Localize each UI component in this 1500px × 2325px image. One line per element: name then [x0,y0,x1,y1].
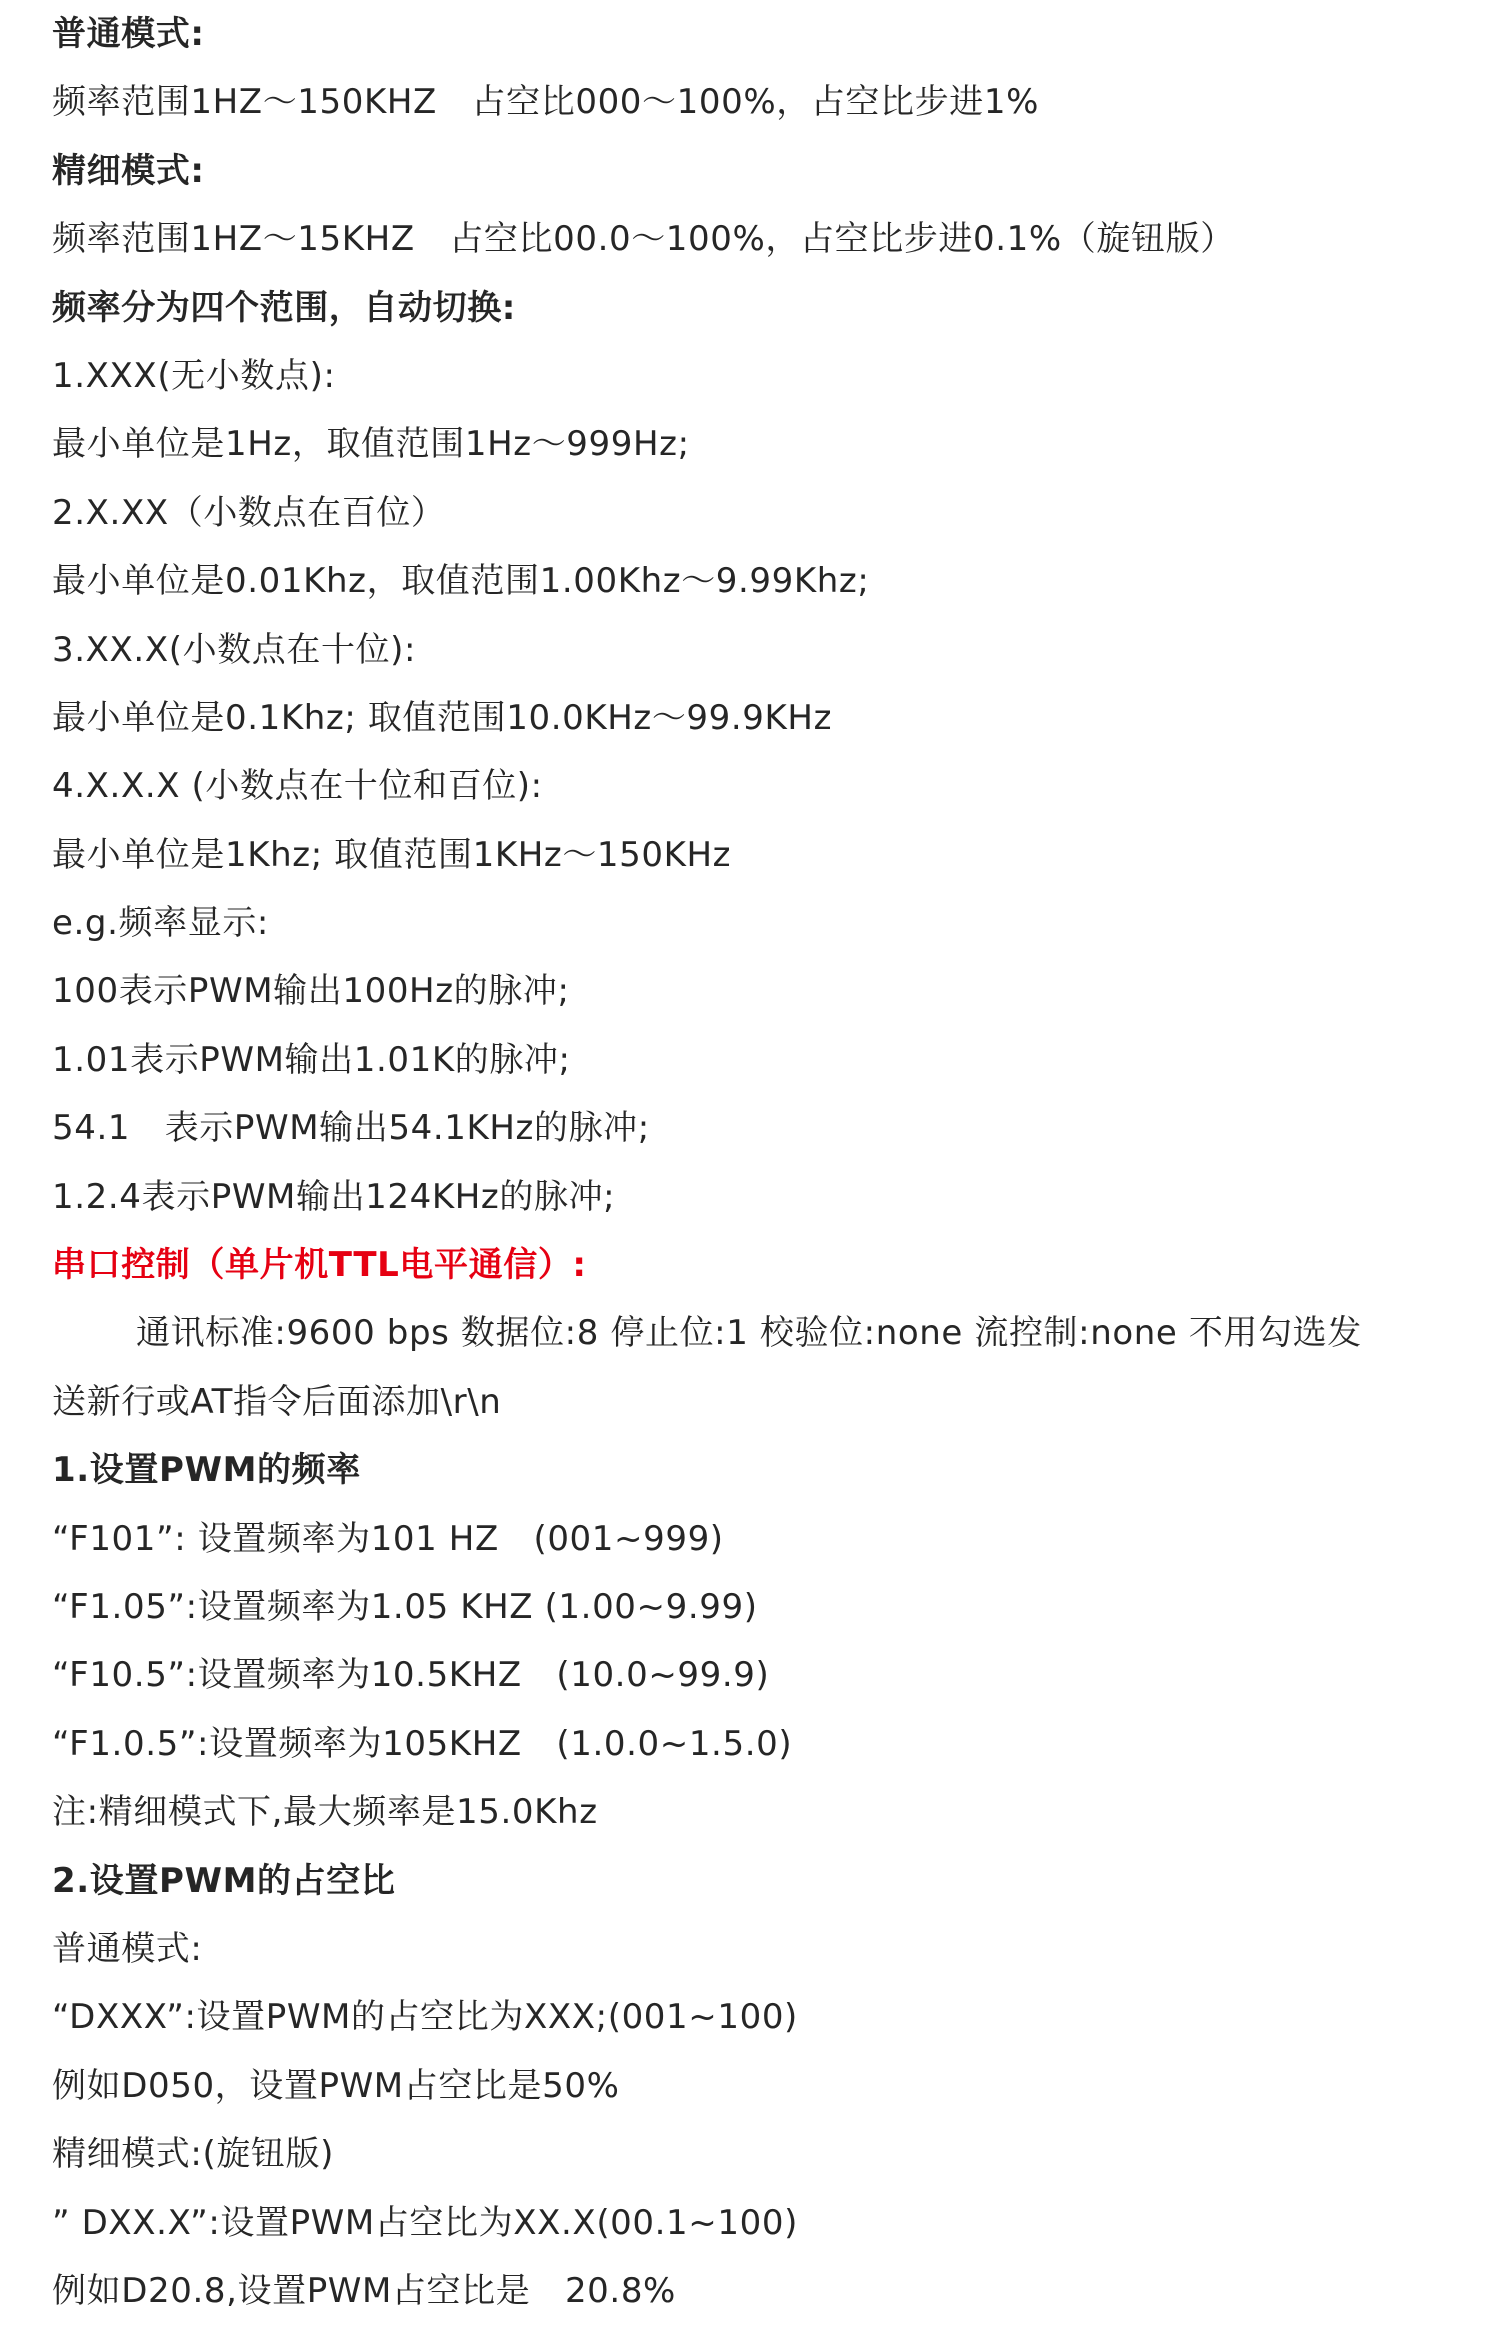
example-line-1: 100表示PWM输出100Hz的脉冲; [52,971,570,1012]
cmd-f1-05: “F1.05”:设置频率为1.05 KHZ (1.00~9.99) [52,1586,758,1627]
example-line-3: 54.1 表示PWM输出54.1KHz的脉冲; [52,1108,650,1149]
example-line-4: 1.2.4表示PWM输出124KHz的脉冲; [52,1176,616,1217]
duty-example-normal: 例如D050，设置PWM占空比是50% [52,2065,620,2106]
heading-set-frequency: 1.设置PWM的频率 [52,1450,361,1491]
range-1-title: 1.XXX(无小数点): [52,355,336,396]
heading-fine-mode: 精细模式: [52,150,205,191]
range-1-desc: 最小单位是1Hz，取值范围1Hz～999Hz; [52,424,690,465]
duty-example-fine: 例如D20.8,设置PWM占空比是 20.8% [52,2270,676,2311]
cmd-dxxx: “DXXX”:设置PWM的占空比为XXX;(001~100) [52,1997,798,2038]
cmd-f1-0-5: “F1.0.5”:设置频率为105KHZ (1.0.0~1.5.0) [52,1723,793,1764]
fine-mode-spec: 频率范围1HZ～15KHZ 占空比00.0～100%，占空比步进0.1%（旋钮版） [52,219,1235,260]
cmd-dxx-x: ” DXX.X”:设置PWM占空比为XX.X(00.1~100) [52,2202,798,2243]
heading-normal-mode: 普通模式: [52,14,205,54]
heading-set-duty: 2.设置PWM的占空比 [52,1860,396,1901]
serial-settings-line-2: 送新行或AT指令后面添加\r\n [52,1381,502,1422]
example-heading: e.g.频率显示: [52,903,269,944]
cmd-f101: “F101”: 设置频率为101 HZ (001~999) [52,1518,724,1559]
range-3-title: 3.XX.X(小数点在十位): [52,629,417,670]
range-4-desc: 最小单位是1Khz; 取值范围1KHz～150KHz [52,834,732,875]
example-line-2: 1.01表示PWM输出1.01K的脉冲; [52,1039,571,1080]
duty-normal-mode-label: 普通模式: [52,1928,203,1969]
range-3-desc: 最小单位是0.1Khz; 取值范围10.0KHz～99.9KHz [52,697,833,738]
serial-settings-line-1: 通讯标准:9600 bps 数据位:8 停止位:1 校验位:none 流控制:none 不用勾选发 [136,1313,1362,1354]
range-2-desc: 最小单位是0.01Khz，取值范围1.00Khz～9.99Khz; [52,561,870,602]
duty-fine-mode-label: 精细模式:(旋钮版) [52,2134,334,2175]
range-4-title: 4.X.X.X (小数点在十位和百位): [52,766,543,807]
heading-frequency-ranges: 频率分为四个范围，自动切换: [52,287,516,328]
note-fine-mode-max: 注:精细模式下,最大频率是15.0Khz [52,1792,598,1833]
normal-mode-spec: 频率范围1HZ～150KHZ 占空比000～100%，占空比步进1% [52,82,1039,123]
heading-serial-control: 串口控制（单片机TTL电平通信）: [52,1245,587,1286]
range-2-title: 2.X.XX（小数点在百位） [52,492,446,533]
document-body [52,0,1472,2325]
cmd-f10-5: “F10.5”:设置频率为10.5KHZ (10.0~99.9) [52,1655,770,1696]
